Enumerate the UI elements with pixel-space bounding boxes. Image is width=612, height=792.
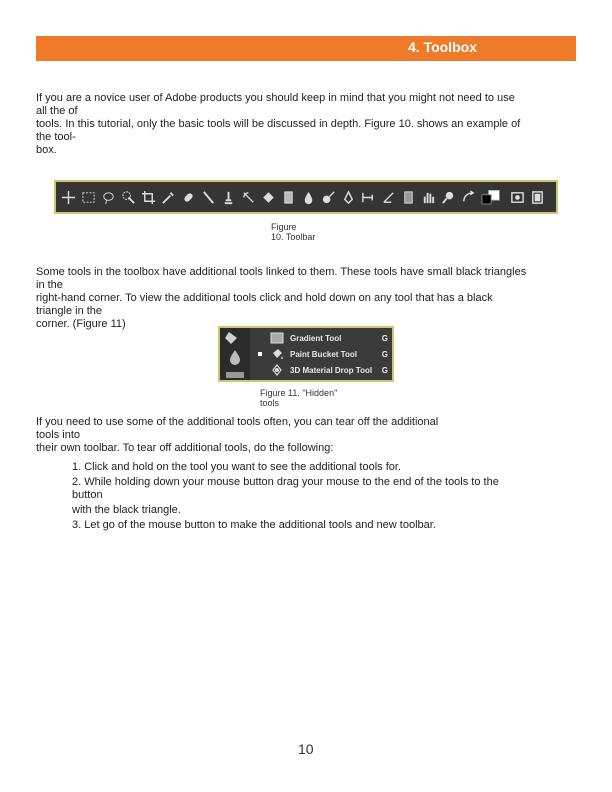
paragraph-line: Some tools in the toolbox have additional tools linked to them. These tools have small black triangles xyxy=(36,266,527,278)
hidden-tool-shortcut: G xyxy=(381,349,388,359)
paragraph-line: in the xyxy=(36,279,63,291)
section-header xyxy=(36,36,576,61)
paint-bucket-icon xyxy=(270,347,284,361)
hidden-tool-label: 3D Material Drop Tool xyxy=(290,365,373,375)
paragraph-line: right-hand corner. To view the additional tools click and hold down on any tool that has a black xyxy=(36,292,493,304)
brush-tool-icon xyxy=(200,189,217,206)
intro-line: all the of xyxy=(36,105,78,117)
step-line: 3. Let go of the mouse button to make the additional tools and new toolbar. xyxy=(72,519,436,531)
step-line: 2. While holding down your mouse button drag your mouse to the end of the tools to the xyxy=(72,476,499,488)
caption-line: Figure 11. "Hidden" xyxy=(260,388,338,398)
hidden-tool-label: Paint Bucket Tool xyxy=(290,349,357,359)
page-number: 10 xyxy=(298,741,314,757)
intro-line: the tool- xyxy=(36,131,76,143)
gradient-icon xyxy=(270,331,284,345)
screen-mode-icon xyxy=(529,189,546,206)
path-select-tool-icon xyxy=(380,189,397,206)
figure-11-caption xyxy=(260,388,337,408)
crop-tool-icon xyxy=(140,189,157,206)
tearoff-paragraph xyxy=(36,416,438,455)
intro-paragraph xyxy=(36,92,520,157)
intro-line: tools. In this tutorial, only the basic tools will be discussed in depth. Figure 10. shows an example of xyxy=(36,118,521,130)
pen-tool-icon xyxy=(340,189,357,206)
healing-tool-icon xyxy=(180,189,197,206)
paragraph-line: triangle in the xyxy=(36,305,103,317)
quick-select-tool-icon xyxy=(120,189,137,206)
hidden-tool-shortcut: G xyxy=(381,365,388,375)
swap-colors-icon xyxy=(460,189,477,206)
hidden-tool-row[interactable] xyxy=(252,362,392,378)
step-line: button xyxy=(72,489,103,501)
hidden-tools-figure xyxy=(218,326,394,382)
marquee-tool-icon xyxy=(80,189,97,206)
caption-line: 10. Toolbar xyxy=(271,232,316,242)
hidden-tool-row[interactable] xyxy=(252,346,392,362)
figure-10-caption xyxy=(271,222,315,242)
intro-line: If you are a novice user of Adobe products you should keep in mind that you might not need to use xyxy=(36,92,515,104)
gradient-tool-icon xyxy=(280,189,297,206)
paragraph-line: If you need to use some of the additional tools often, you can tear off the additional xyxy=(36,416,439,428)
step-line: with the black triangle. xyxy=(72,504,181,516)
steps-list xyxy=(72,461,499,532)
type-tool-icon xyxy=(360,189,377,206)
paragraph-line: tools into xyxy=(36,429,81,441)
paragraph-line: corner. (Figure 11) xyxy=(36,318,126,330)
shape-tool-icon xyxy=(400,189,417,206)
eyedropper-tool-icon xyxy=(160,189,177,206)
eraser-tool-icon xyxy=(260,189,277,206)
toolbar-figure xyxy=(54,180,558,214)
blur-tool-icon xyxy=(300,189,317,206)
move-tool-icon xyxy=(60,189,77,206)
color-swatches-icon xyxy=(480,189,506,206)
lasso-tool-icon xyxy=(100,189,117,206)
hidden-tool-shortcut: G xyxy=(381,333,388,343)
intro-line: box. xyxy=(36,144,57,156)
zoom-tool-icon xyxy=(440,189,457,206)
history-brush-tool-icon xyxy=(240,189,257,206)
additional-tools-paragraph xyxy=(36,266,526,331)
hand-tool-icon xyxy=(420,189,437,206)
hidden-tool-label: Gradient Tool xyxy=(290,333,342,343)
dodge-tool-icon xyxy=(320,189,337,206)
quick-mask-icon xyxy=(509,189,526,206)
step-line: 1. Click and hold on the tool you want to see the additional tools for. xyxy=(72,461,401,473)
stamp-tool-icon xyxy=(220,189,237,206)
tool-column xyxy=(220,328,250,380)
caption-line: Figure xyxy=(271,222,297,232)
hidden-tool-row[interactable] xyxy=(252,330,392,346)
caption-line: tools xyxy=(260,398,280,408)
section-title: 4. Toolbox xyxy=(408,39,477,55)
paragraph-line: their own toolbar. To tear off additional tools, do the following: xyxy=(36,442,334,454)
3d-material-drop-icon xyxy=(270,363,284,377)
